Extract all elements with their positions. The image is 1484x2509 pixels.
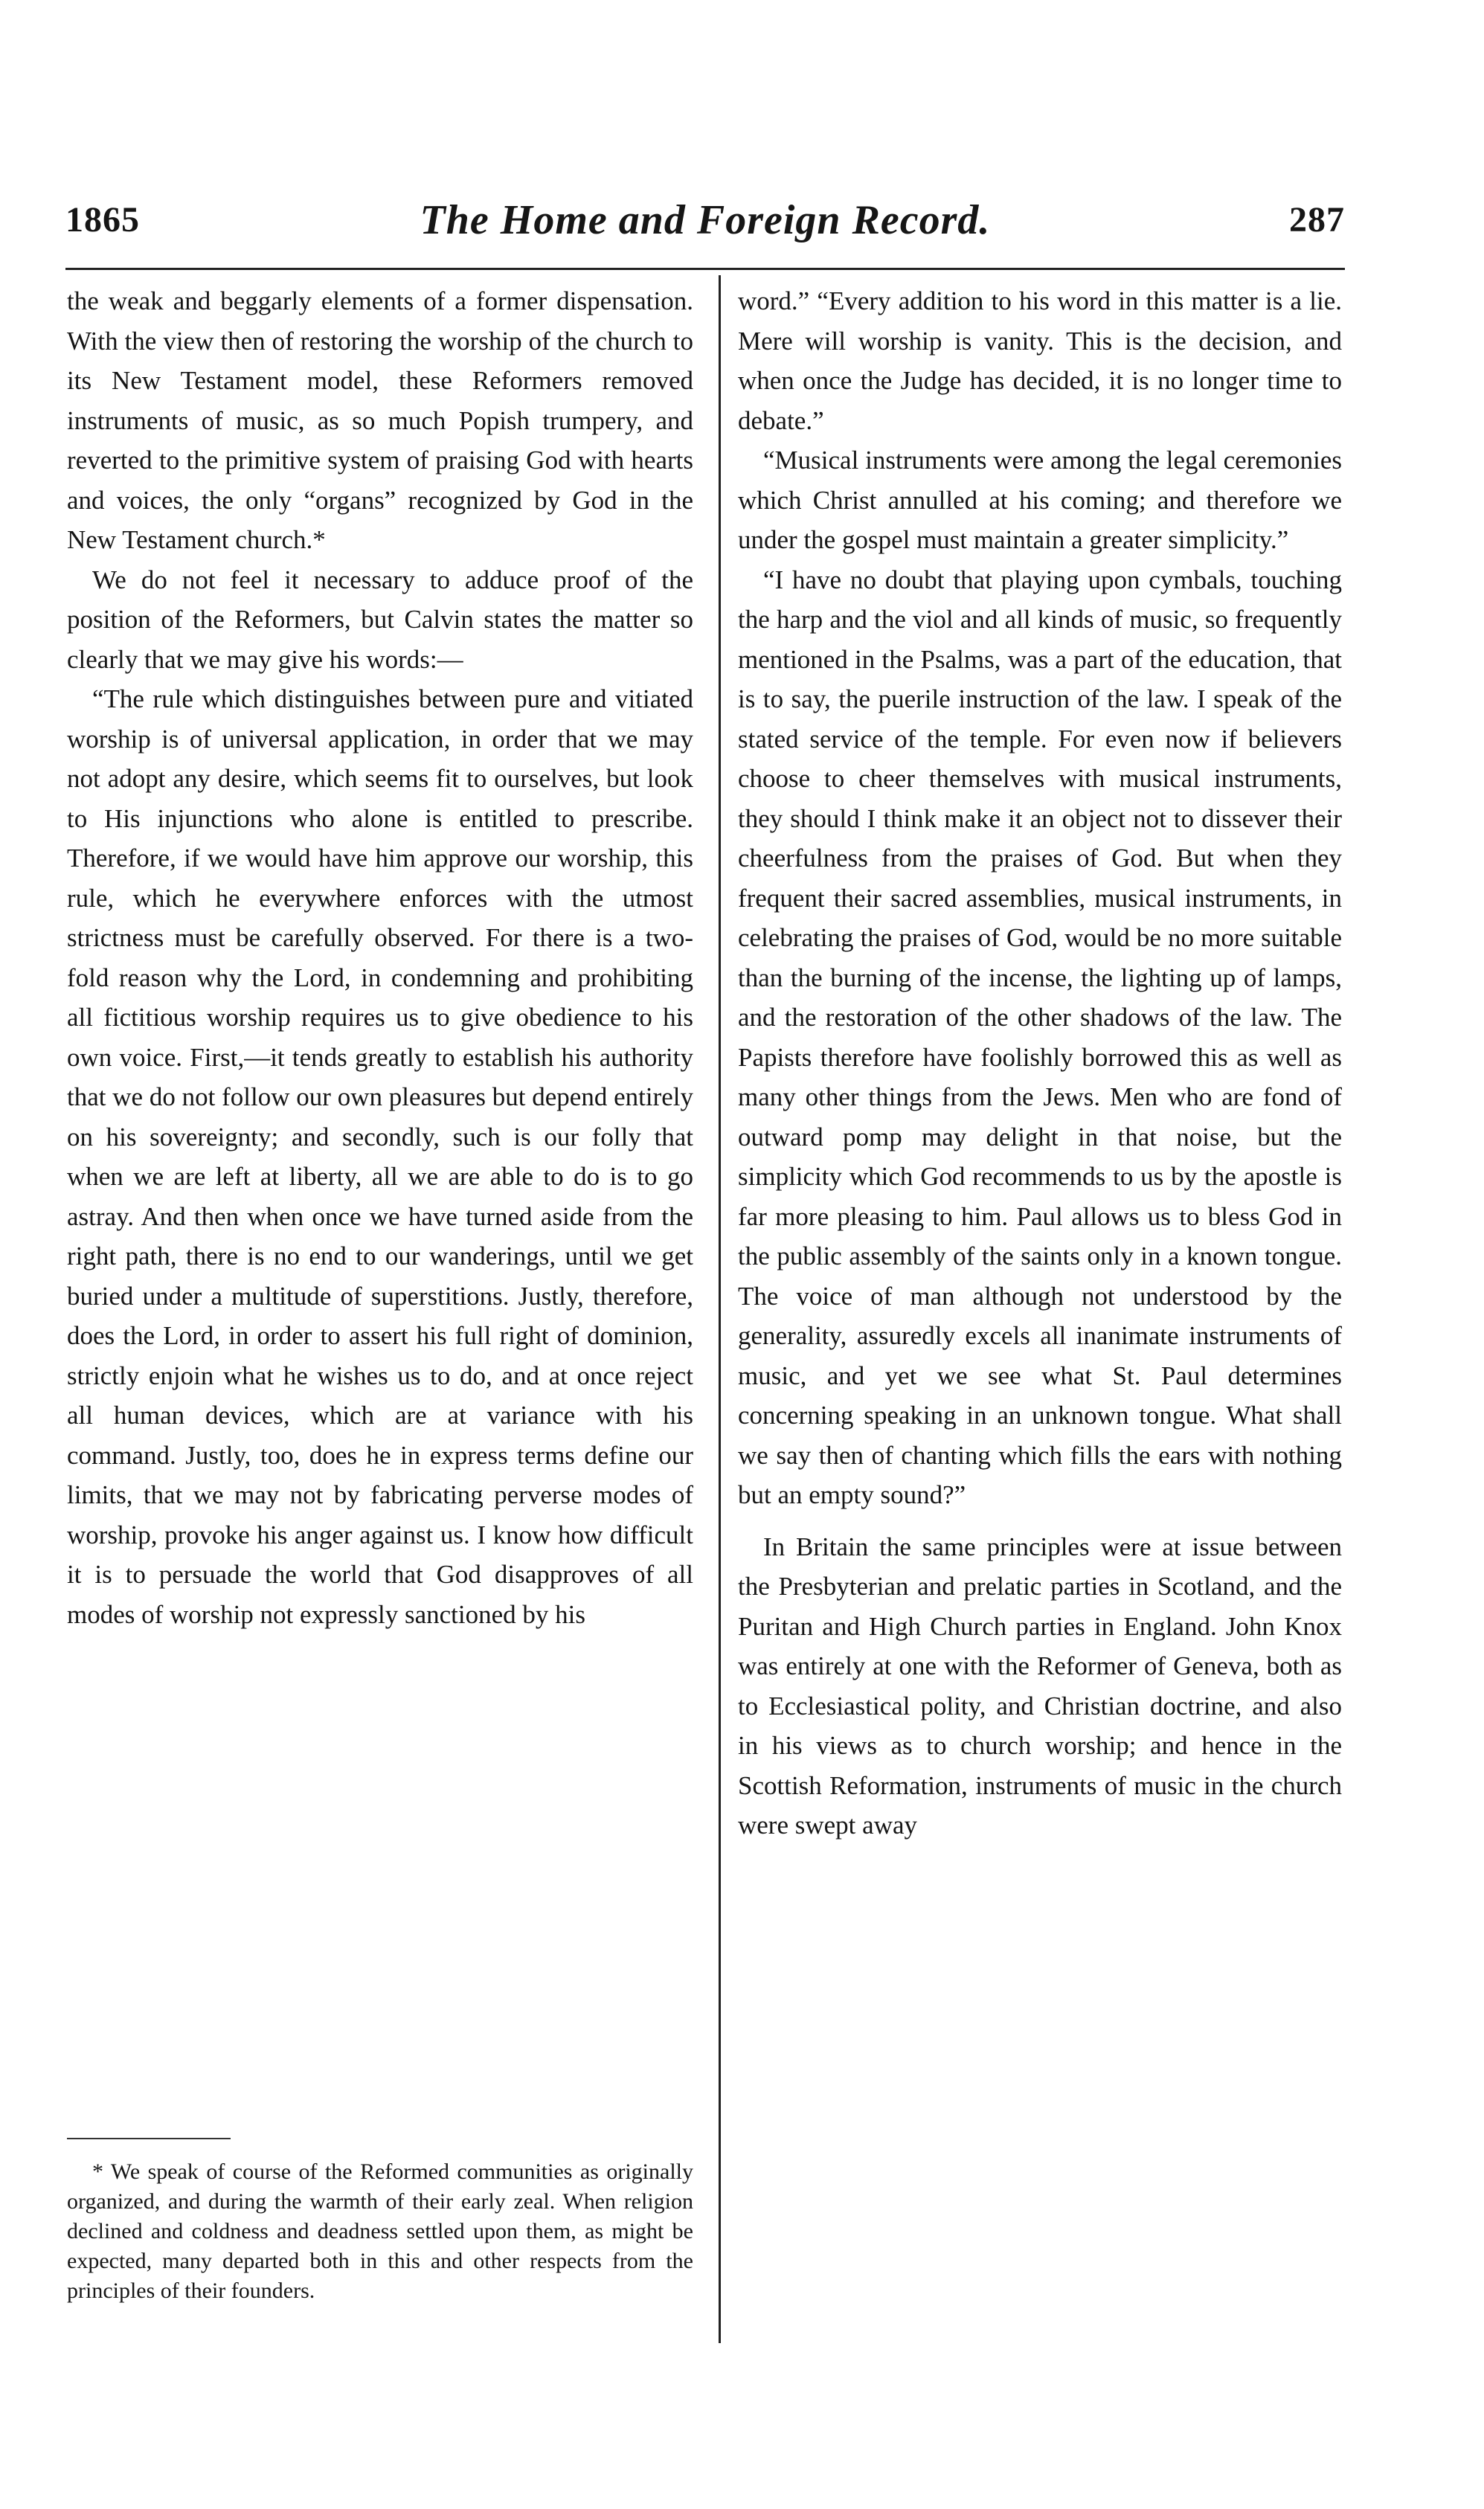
right-paragraph-2: “Musical instruments were among the legal ceremonies which Christ annulled at his coming; and therefore we under the gospel must maintain a greater simplicity.” <box>738 446 1342 554</box>
left-column <box>67 281 693 1634</box>
column-divider <box>719 275 721 2343</box>
right-paragraph-1: word.” “Every addition to his word in this matter is a lie. Mere will worship is vanity. This is the decision, and when once the Judge has decided, it is no longer time to debate.” <box>738 286 1342 435</box>
footnote-rule <box>67 2138 231 2139</box>
page-header <box>65 199 1345 259</box>
right-paragraph-4: In Britain the same principles were at issue between the Presbyterian and prelatic parties in Scotland, and the Puritan and High Church parties in England. John Knox was entirely at one with the Reformer of Geneva, both as to Ecclesiastical polity, and Christian doctrine, and also in his views as to church worship; and hence in the Scottish Reformation, instruments of music in the church were swept away <box>738 1532 1342 1840</box>
header-page-number: 287 <box>1289 200 1345 240</box>
left-paragraph-2: We do not feel it necessary to adduce proof of the position of the Reformers, but Calvin states the matter so clearly that we may give his words:— <box>67 565 693 674</box>
footnote: * We speak of course of the Reformed communities as originally organized, and during the warmth of their early zeal. When religion declined and coldness and deadness settled upon them, as might be expected, many departed both in this and other respects from the principles of their founders. <box>67 2159 693 2303</box>
header-rule <box>65 268 1345 270</box>
left-paragraph-1: the weak and beggarly elements of a former dispensation. With the view then of restoring the worship of the church to its New Testament model, these Reformers removed instruments of music, as so much Popish trumpery, and reverted to the primitive system of praising God with hearts and voices, the only “organs” recognized by God in the New Testament church.* <box>67 286 693 554</box>
right-column <box>738 281 1342 1845</box>
left-paragraph-3: “The rule which distinguishes between pure and vitiated worship is of universal application, in order that we may not adopt any desire, which seems fit to ourselves, but look to His injunctions who alone is entitled to prescribe. Therefore, if we would have him approve our worship, this rule, which he everywhere enforces with the utmost strictness must be carefully observed. For there is a two-fold reason why the Lord, in condemning and prohibiting all fictitious worship requires us to give obedience to his own voice. First,—it tends greatly to establish his authority that we do not follow our own pleasures but depend entirely on his sovereignty; and secondly, such is our folly that when we are left at liberty, all we are able to do is to go astray. And then when once we have turned aside from the right path, there is no end to our wanderings, until we get buried under a multitude of superstitions. Justly, therefore, does the Lord, in order to assert his full right of dominion, strictly enjoin what he wishes us to do, and at once reject all human devices, which are at variance with his command. Justly, too, does he in express terms define our limits, that we may not by fabricating perverse modes of worship, provoke his anger against us. I know how difficult it is to persuade the world that God disapproves of all modes of worship not expressly sanctioned by his <box>67 684 693 1629</box>
right-paragraph-3: “I have no doubt that playing upon cymbals, touching the harp and the viol and all kinds of music, so frequently mentioned in the Psalms, was a part of the education, that is to say, the puerile instruction of the law. I speak of the stated service of the temple. For even now if believers choose to cheer themselves with musical instruments, they should I think make it an object not to dissever their cheerfulness from the praises of God. But when they frequent their sacred assemblies, musical instruments, in celebrating the praises of God, would be no more suitable than the burning of the incense, the lighting up of lamps, and the restoration of the other shadows of the law. The Papists therefore have foolishly borrowed this as well as many other things from the Jews. Men who are fond of outward pomp may delight in that noise, but the simplicity which God recommends to us by the apostle is far more pleasing to him. Paul allows us to bless God in the public assembly of the saints only in a known tongue. The voice of man although not understood by the generality, assuredly excels all inanimate instruments of music, and yet we see what St. Paul determines concerning speaking in an unknown tongue. What shall we say then of chanting which fills the ears with nothing but an empty sound?” <box>738 565 1342 1509</box>
header-year: 1865 <box>65 200 140 240</box>
header-title: The Home and Foreign Record. <box>420 197 991 243</box>
